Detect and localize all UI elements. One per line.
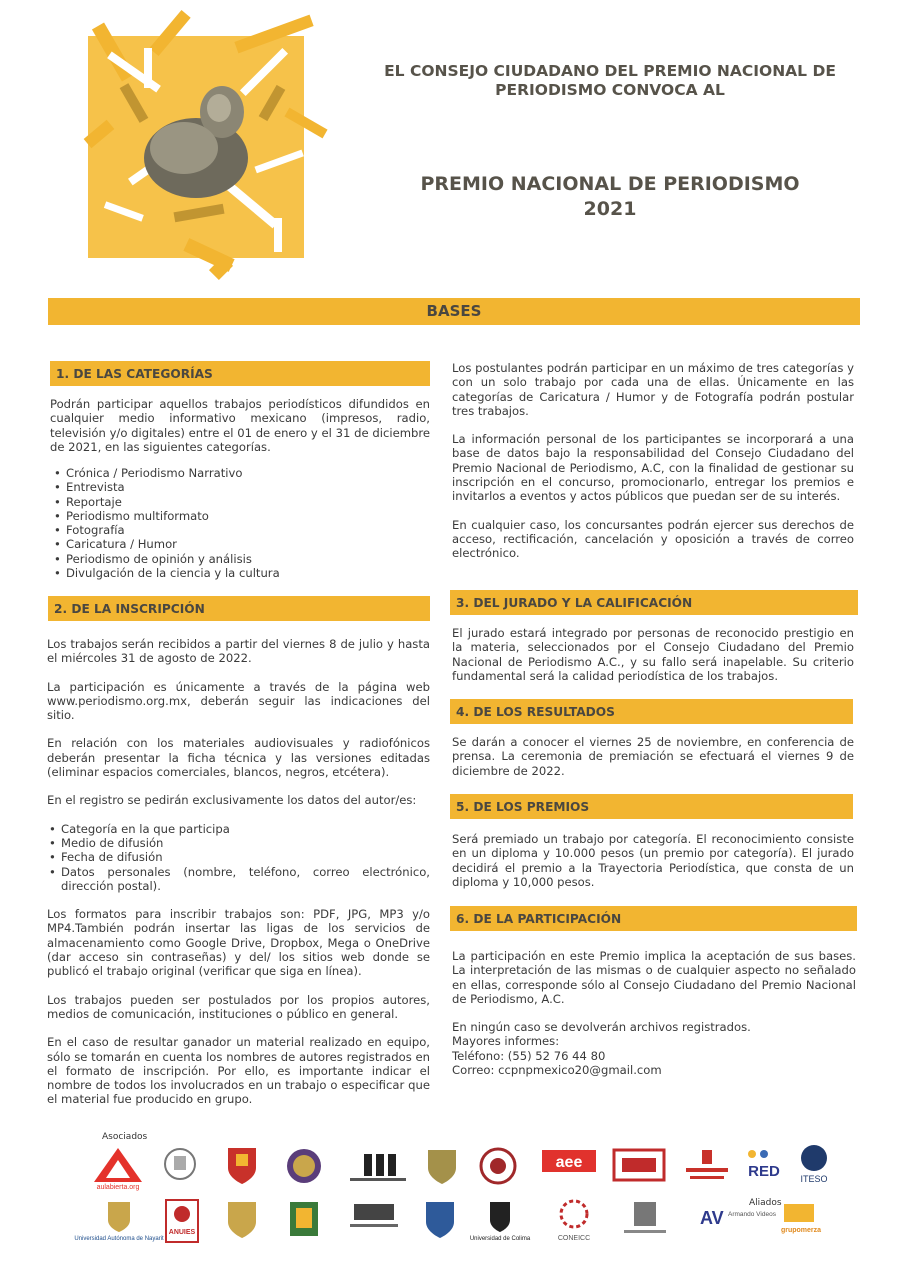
paragraph: La participación en este Premio implica la aceptación de sus bases. La interpretación de las mismas o de cualquier aspecto no señalado en ellas, corresponde sólo al Consejo Ciudadano del Premio Nacional de Periodismo, A.C. (452, 949, 856, 1006)
section-premios-heading: 5. DE LOS PREMIOS (450, 794, 853, 819)
aulabierta-logo (90, 1146, 146, 1190)
resultados-body: Se darán a conocer el viernes 25 de noviembre, en conferencia de prensa. La ceremonia de premiación se efectuará el viernes 9 de diciembre de 2022. (452, 735, 854, 778)
paragraph: En relación con los materiales audiovisuales y radiofónicos deberán presentar la ficha técnica y las versiones editadas (eliminar espacios comerciales, blancos, negros, etcétera). (47, 736, 430, 780)
iteso-text: ITESO (800, 1174, 828, 1184)
paragraph: Los formatos para inscribir trabajos son: PDF, JPG, MP3 y/o MP4.También podrán insertar las ligas de los servicios de almacenamiento como Google Drive, Dropbox, Mega o OneDrive (dar acceso sin contraseñas) y del/ los sitios web donde se publicó el trabajo original (verificar que siga en línea). (47, 907, 430, 979)
contact-label: Mayores informes: (452, 1034, 560, 1049)
list-item: • Fotografía (52, 523, 430, 537)
crest-logo-2 (222, 1198, 262, 1238)
registro-list (47, 822, 430, 893)
anuies-text: ANUIES (168, 1229, 196, 1236)
ucol-text: Universidad de Colima (469, 1236, 531, 1242)
list-item: • Reportaje (52, 495, 430, 509)
section-jurado-heading: 3. DEL JURADO Y LA CALIFICACIÓN (450, 590, 858, 615)
uan-text: Universidad Autónoma de Nayarit (74, 1236, 164, 1242)
grupomerza-logo (776, 1202, 826, 1242)
red-mexico-logo (742, 1146, 786, 1186)
paragraph: En el caso de resultar ganador un material realizado en equipo, sólo se tomarán en cuenta los nombres de autores registrados en el formato de inscripción. Por ello, es importante indicar el nombre de todos los involucrados en un trabajo o especificar que el material fue producido en grupo. (47, 1035, 430, 1107)
aee-logo (540, 1146, 598, 1186)
green-crest-logo (284, 1198, 324, 1238)
list-item: • Divulgación de la ciencia y la cultura (52, 566, 430, 580)
categorias-list (52, 466, 430, 580)
asociados-label: Asociados (102, 1132, 148, 1142)
right-intro (452, 361, 854, 575)
university-crest-logo (160, 1146, 200, 1186)
award-title: PREMIO NACIONAL DE PERIODISMO 2021 (420, 173, 800, 220)
uan-logo (74, 1198, 164, 1246)
paragraph: Los trabajos serán recibidos a partir del viernes 8 de julio y hasta el miércoles 31 de agosto de 2022. (47, 637, 430, 666)
jurado-body: El jurado estará integrado por personas de reconocido prestigio en la materia, seleccionados por el Consejo Ciudadano del Premio Nacional de Periodismo A.C., y su fallo será inapelable. Su criterio fundamental será la calidad periodística de los trabajos. (452, 626, 854, 683)
list-item: • Medio de difusión (47, 836, 430, 850)
convocation-heading: EL CONSEJO CIUDADANO DEL PREMIO NACIONAL DE PERIODISMO CONVOCA AL (384, 62, 836, 99)
section-resultados-heading: 4. DE LOS RESULTADOS (450, 699, 853, 724)
aee-text: aee (555, 1154, 583, 1171)
partner-logos (0, 1140, 904, 1280)
coneicc-text: CONEICC (557, 1235, 591, 1242)
premios-body: Será premiado un trabajo por categoría. El reconocimiento consiste en un diploma y 10.000 pesos (un premio por categoría). El jurado decidirá el premio a la Trayectoria Periodística, que consta de un diploma y 10,000 pesos. (452, 832, 854, 889)
red-text: RED (748, 1163, 780, 1180)
list-item: • Categoría en la que participa (47, 822, 430, 836)
list-item: • Entrevista (52, 480, 430, 494)
contact-email: Correo: ccpnpmexico20@gmail.com (452, 1063, 662, 1078)
paragraph: Los postulantes podrán participar en un máximo de tres categorías y con un solo trabajo por cada una de ellas. Únicamente en las categorías de Caricatura / Humor y de Fotografía podrán postular tres trabajos. (452, 361, 854, 418)
gold-crest-logo (422, 1146, 462, 1186)
categorias-intro: Podrán participar aquellos trabajos periodísticos difundidos en cualquier medio informativo mexicano (impresos, radio, televisión y/o digitales) entre el 01 de enero y el 31 de diciembre de 2021, en las siguientes categorías. (50, 397, 430, 454)
ucol-logo (470, 1198, 530, 1244)
svg-text:AV: AV (700, 1208, 724, 1228)
list-item: • Periodismo de opinión y análisis (52, 552, 430, 566)
red-box-logo (612, 1146, 666, 1186)
aulabierta-text: aulabierta.org (96, 1184, 140, 1191)
contact-phone: Teléfono: (55) 52 76 44 80 (452, 1048, 606, 1063)
award-logo (84, 8, 332, 278)
grupomerza-text: grupomerza (780, 1227, 822, 1234)
section-participacion-heading: 6. DE LA PARTICIPACIÓN (450, 906, 857, 931)
uam-logo (346, 1146, 410, 1186)
list-item: • Crónica / Periodismo Narrativo (52, 466, 430, 480)
ibero-logo (682, 1146, 732, 1186)
uaem-logo (346, 1198, 402, 1238)
list-item: • Periodismo multiformato (52, 509, 430, 523)
armando-videos-logo (698, 1202, 776, 1242)
section-inscripcion-heading: 2. DE LA INSCRIPCIÓN (48, 596, 430, 621)
paragraph: Los trabajos pueden ser postulados por los propios autores, medios de comunicación, instituciones o público en general. (47, 992, 430, 1021)
list-item: • Fecha de difusión (47, 850, 430, 864)
shield-crest-logo (222, 1144, 262, 1184)
participacion-body (452, 949, 856, 1077)
aliados-label: Aliados (749, 1198, 782, 1208)
seal-logo (284, 1146, 324, 1186)
paragraph: En cualquier caso, los concursantes podrán ejercer sus derechos de acceso, rectificación, cancelación y oposición a través de correo electrónico. (452, 517, 854, 561)
paragraph: La información personal de los participantes se incorporará a una base de datos bajo la responsabilidad del Consejo Ciudadano del Premio Nacional de Periodismo, A.C, con la finalidad de gestionar su inscripción en el concurso, promocionarlo, entregar los premios e invitarlos a eventos y actos públicos que puedan ser de su interés. (452, 432, 854, 504)
list-item: • Caricatura / Humor (52, 537, 430, 551)
coneicc-logo (550, 1198, 598, 1244)
inscripcion-body (47, 637, 430, 1121)
iteso-logo (796, 1142, 832, 1188)
list-item: • Datos personales (nombre, teléfono, correo electrónico, dirección postal). (47, 865, 430, 894)
paragraph: En ningún caso se devolverán archivos registrados. (452, 1020, 751, 1035)
paragraph: La participación es únicamente a través de la página web www.periodismo.org.mx, deberán seguir las indicaciones del sitio. (47, 679, 430, 723)
bases-banner: BASES (48, 298, 860, 325)
anuies-logo (164, 1198, 200, 1244)
paragraph: En el registro se pedirán exclusivamente los datos del autor/es: (47, 793, 417, 808)
uaeh-logo (620, 1198, 670, 1238)
armando-videos-text: Armando Videos (728, 1211, 776, 1218)
blue-shield-logo (420, 1198, 460, 1238)
red-seal-logo (478, 1146, 518, 1186)
section-categorias-heading: 1. DE LAS CATEGORÍAS (50, 361, 430, 386)
